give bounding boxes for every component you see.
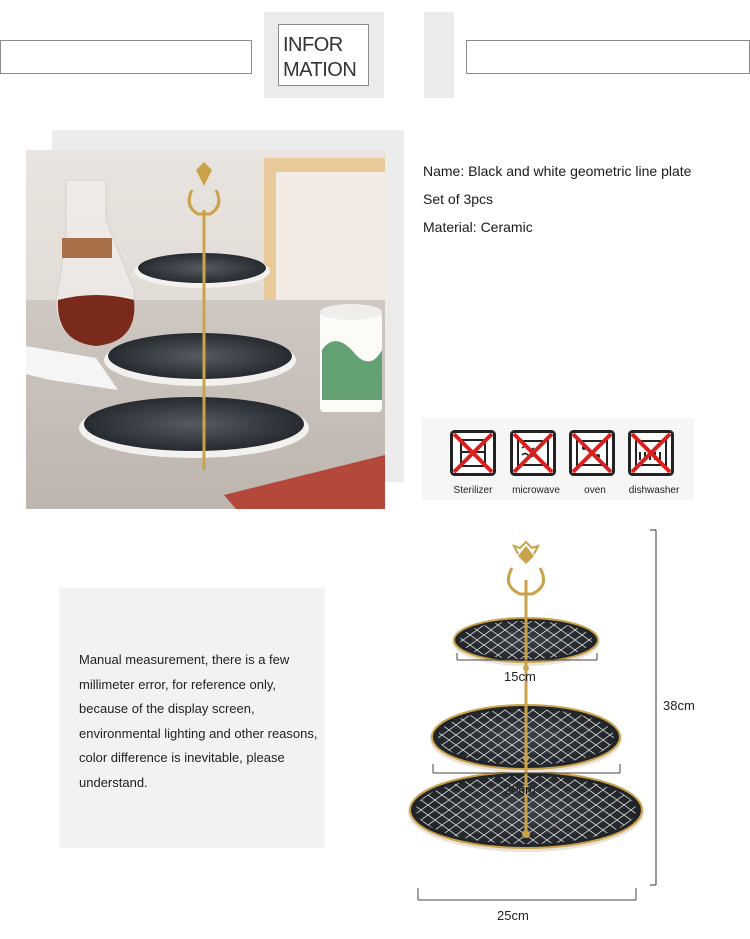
- oven-icon: [569, 430, 615, 476]
- dishwasher-icon: [628, 430, 674, 476]
- product-material: Material: Ceramic: [423, 219, 533, 235]
- sterilizer-icon: [450, 430, 496, 476]
- product-photo: [26, 150, 385, 509]
- product-name: Name: Black and white geometric line plate: [423, 163, 692, 179]
- product-set: Set of 3pcs: [423, 191, 494, 207]
- care-label-sterilizer: Sterilizer: [453, 485, 493, 496]
- header-right-rule: [466, 40, 750, 74]
- care-label-microwave: microwave: [512, 485, 560, 496]
- microwave-icon: [510, 430, 556, 476]
- bottom-plate-diameter: 25cm: [497, 908, 529, 923]
- cake-stand-photo-illustration: [26, 150, 385, 509]
- care-label-oven: oven: [584, 485, 606, 496]
- header-left-rule: [0, 40, 252, 74]
- section-title-line1: INFOR: [283, 34, 343, 56]
- measurement-note: Manual measurement, there is a few millimeter error, for reference only, because of the display screen, environmental lighting and other reasons, color difference is inevitable, please understand.: [79, 652, 318, 790]
- care-label-dishwasher: dishwasher: [628, 485, 680, 496]
- section-title-line2: MATION: [283, 59, 357, 81]
- header-grey-panel-right: [424, 12, 454, 98]
- section-title: [278, 24, 369, 86]
- stand-height: 38cm: [663, 698, 695, 713]
- dimension-diagram: [400, 520, 680, 920]
- top-plate-diameter: 15cm: [504, 669, 536, 684]
- middle-plate-diameter: 20cm: [504, 782, 536, 797]
